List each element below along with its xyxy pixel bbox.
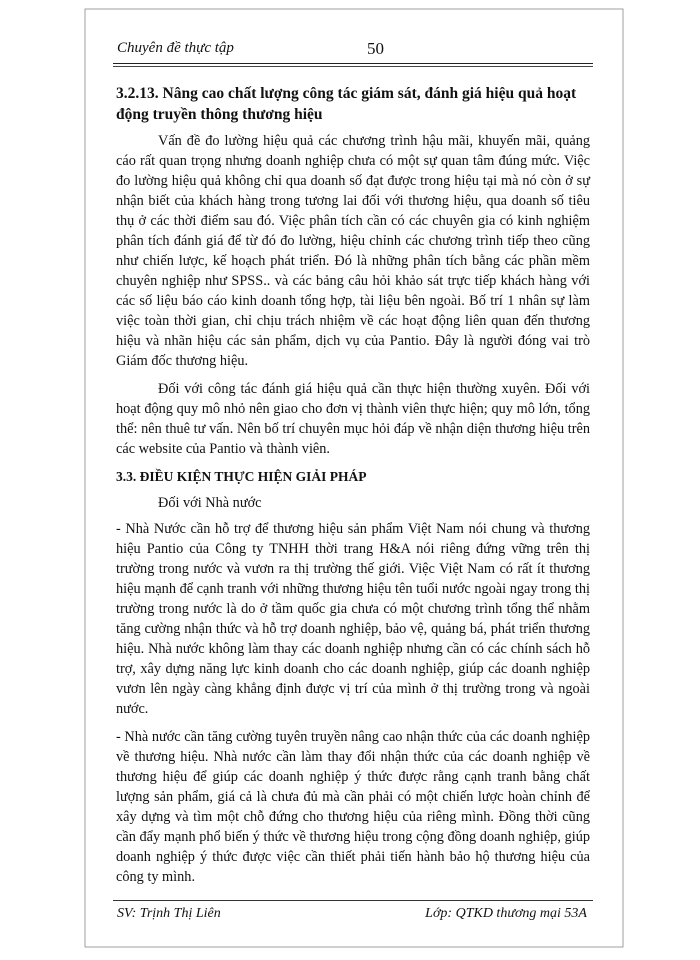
subheading: Đối với Nhà nước [158,495,262,511]
page-header [117,40,587,64]
section-heading-3-2-13: 3.2.13. Nâng cao chất lượng công tác giám sát, đánh giá hiệu quả hoạt động truyền thông thương hiệu [116,85,577,123]
page-number: 50 [367,39,384,58]
footer-rule [113,900,593,901]
paragraph: Vấn đề đo lường hiệu quả các chương trình hậu mãi, khuyến mãi, quảng cáo rất quan trọng nhưng doanh nghiệp chưa có một sự quan tâm đúng mức. Việc đo lường hiệu quả không chỉ qua doanh số đạt được trong hiệu tại mà nó còn ở sự nhận biết của khách hàng trong tương lai đối với thương hiệu, qua doanh số tiêu thụ ở các thời điểm sau đó. Việc phân tích cần có các chuyên gia có kinh nghiệm phân tích đánh giá để từ đó đo lường, hiệu chỉnh các chương trình tiếp theo cũng như chiến lược, kế hoạch phát triển. Đó là những phân tích bằng các phần mềm chuyên nghiệp như SPSS.. và các bảng câu hỏi khảo sát trực tiếp khách hàng với các số liệu báo cáo kinh doanh tổng hợp, tài liệu bên ngoài. Bố trí 1 nhân sự làm việc toàn thời gian, chỉ chịu trách nhiệm về các hoạt động liên quan đến thương hiệu và nhãn hiệu các sản phẩm, dịch vụ của Pantio. Đây là người đóng vai trò Giám đốc thương hiệu. [116,133,590,369]
header-rule [113,63,593,64]
page-body [116,83,590,895]
paragraph: - Nhà nước cần tăng cường tuyên truyền nâng cao nhận thức của các doanh nghiệp về thương hiệu. Nhà nước cần làm thay đổi nhận thức của các doanh nghiệp về thương hiệu để giúp các doanh nghiệp ý thức được rằng cạnh tranh bằng chất lượng sản phẩm, giá cả là chưa đủ mà cần phải có một chiến lược hoàn chỉnh để xây dựng và tìm một chỗ đứng cho thương hiệu của riêng mình. Đồng thời cũng cần đẩy mạnh phổ biến ý thức về thương hiệu trong cộng đồng doanh nghiệp, giúp doanh nghiệp ý thức được việc cần thiết phải tiến hành bảo hộ thương hiệu của công ty mình. [116,729,590,885]
header-rule-thin [113,66,593,67]
footer-student: SV: Trịnh Thị Liên [117,906,221,921]
footer-class: Lớp: QTKD thương mại 53A [425,906,587,921]
section-heading-3-3: 3.3. ĐIỀU KIỆN THỰC HIỆN GIẢI PHÁP [116,469,367,484]
paragraph: - Nhà Nước cần hỗ trợ để thương hiệu sản phẩm Việt Nam nói chung và thương hiệu Pantio của Công ty TNHH thời trang H&A nói riêng đứng vững trên thị trường trong nước và vươn ra thị trường thế giới. Việc Việt Nam có rất ít thương hiệu mạnh để cạnh tranh với những thương hiệu tên tuổi nước ngoài ngay trong thị trường trong nước là do ở tầm quốc gia chưa có một chương trình tổng thể nhằm tăng cường nhận thức và hỗ trợ doanh nghiệp, bảo vệ, quảng bá, phát triển thương hiệu. Nhà nước không làm thay các doanh nghiệp nhưng cần có các chính sách hỗ trợ, xây dựng năng lực kinh doanh cho các doanh nghiệp, giúp các doanh nghiệp vươn lên ngày càng khẳng định được vị trí của mình ở thị trường trong và ngoài nước. [116,521,590,717]
paragraph: Đối với công tác đánh giá hiệu quả cần thực hiện thường xuyên. Đối với hoạt động quy mô nhỏ nên giao cho đơn vị thành viên thực hiện; quy mô lớn, tổng thể: nên thuê tư vấn. Nên bố trí chuyên mục hỏi đáp về nhận diện thương hiệu trên các website của Pantio và thành viên. [116,381,590,457]
header-title: Chuyên đề thực tập [117,40,234,56]
